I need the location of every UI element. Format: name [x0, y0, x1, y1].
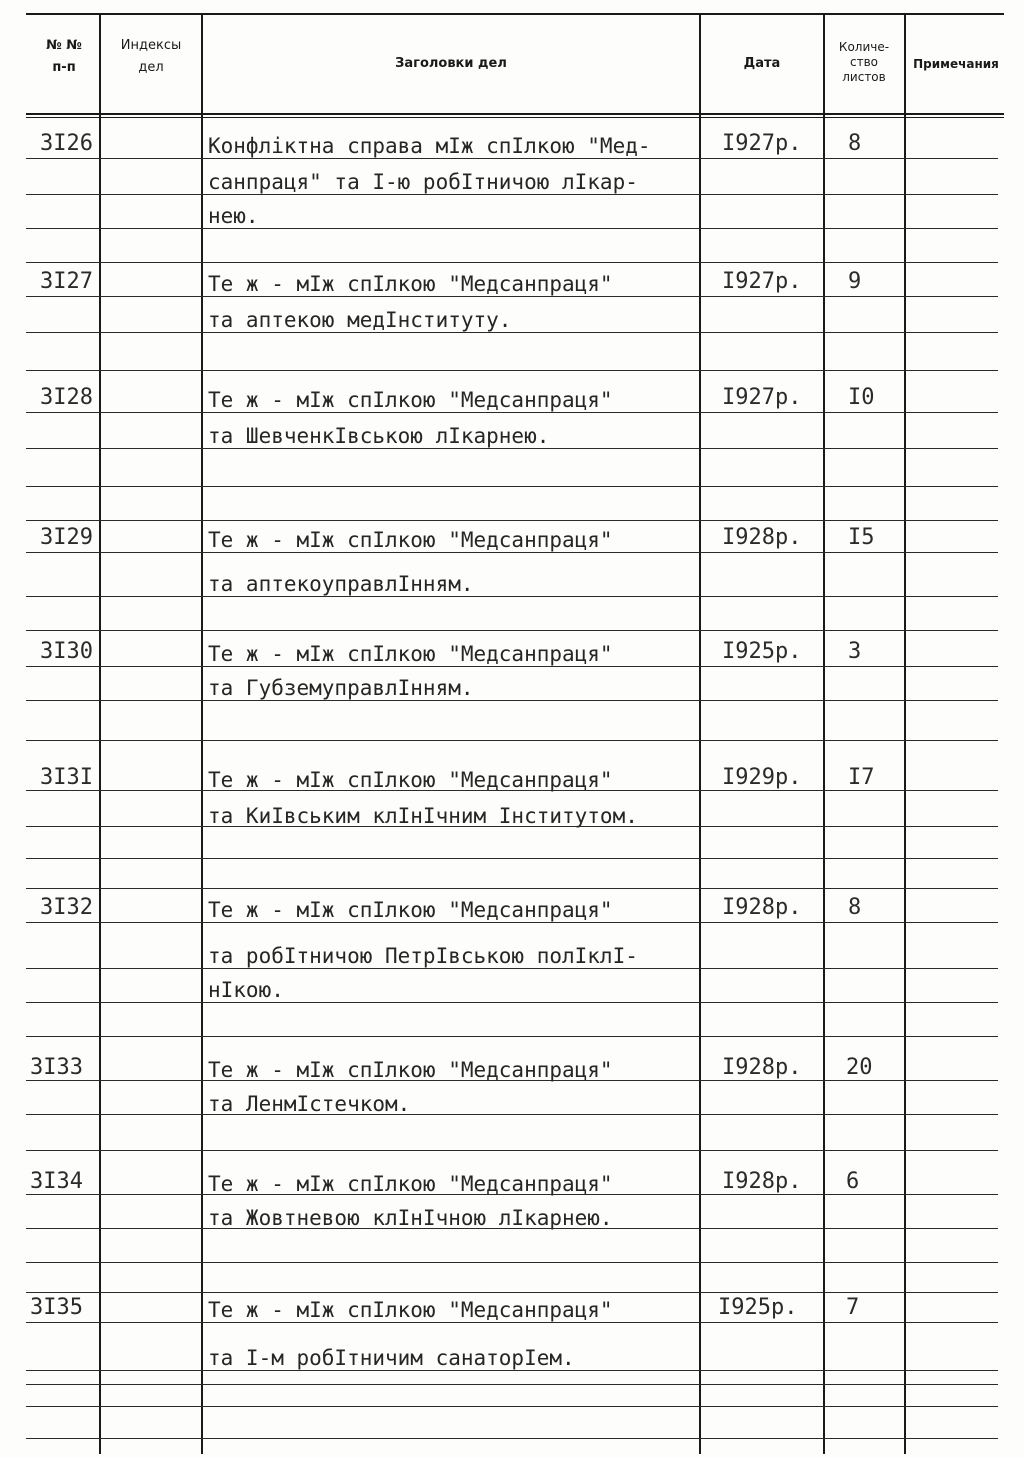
row-title-line: Те ж - мIж спIлкою "Медсанпраця"	[208, 272, 613, 296]
row-number: 3I34	[30, 1169, 83, 1194]
row-sheet-count: 7	[846, 1295, 860, 1320]
row-title-line: Конфлiктна справа мIж спIлкою "Мед-	[208, 134, 651, 158]
ruled-line	[26, 520, 998, 521]
ruled-line	[26, 922, 998, 923]
header-double-border	[26, 117, 1004, 118]
ruled-line	[26, 1384, 998, 1385]
row-sheet-count: 3	[848, 639, 862, 664]
row-title-line: Те ж - мIж спIлкою "Медсанпраця"	[208, 642, 613, 666]
header-notes: Примечания	[913, 57, 999, 71]
ruled-line	[26, 1114, 998, 1115]
row-sheet-count: 8	[848, 895, 862, 920]
ruled-line	[26, 1370, 998, 1371]
ruled-line	[26, 262, 998, 263]
ruled-line	[26, 630, 998, 631]
ruled-line	[26, 296, 998, 297]
ruled-line	[26, 1150, 998, 1151]
row-title-line: Те ж - мIж спIлкою "Медсанпраця"	[208, 1058, 613, 1082]
row-title-line: та Жовтневою клIнIчною лIкарнею.	[208, 1206, 613, 1230]
row-number: 3I30	[40, 639, 93, 664]
ruled-line	[26, 1002, 998, 1003]
row-title-line: Те ж - мIж спIлкою "Медсанпраця"	[208, 768, 613, 792]
row-number: 3I3I	[40, 765, 93, 790]
row-sheet-count: I5	[848, 525, 875, 550]
ruled-line	[26, 486, 998, 487]
row-date: I928р.	[722, 1055, 802, 1080]
row-date: I925р.	[722, 639, 802, 664]
row-title-line: та аптекою медIнституту.	[208, 308, 512, 332]
row-number: 3I29	[40, 525, 93, 550]
ruled-line	[26, 700, 998, 701]
column-divider-title	[699, 14, 701, 1454]
ruled-line	[26, 888, 998, 889]
ruled-line	[26, 448, 998, 449]
ruled-line	[26, 858, 998, 859]
ruled-line	[26, 1406, 998, 1407]
row-title-line: нIкою.	[208, 978, 284, 1002]
header-bottom-border	[26, 113, 1004, 115]
column-divider-count	[904, 14, 906, 1454]
row-title-line: та ГубземуправлIнням.	[208, 676, 474, 700]
ruled-line	[26, 968, 998, 969]
header-number-line1: № №	[46, 38, 82, 53]
ruled-line	[26, 552, 998, 553]
row-number: 3I26	[40, 131, 93, 156]
row-sheet-count: I0	[848, 385, 875, 410]
row-sheet-count: 8	[848, 131, 862, 156]
row-date: I927р.	[722, 385, 802, 410]
row-title-line: та ЛенмIстечком.	[208, 1092, 411, 1116]
ruled-line	[26, 158, 998, 159]
ruled-line	[26, 1438, 998, 1439]
row-title-line: нею.	[208, 204, 259, 228]
row-number: 3I32	[40, 895, 93, 920]
row-title-line: та I-м робIтничим санаторIем.	[208, 1346, 575, 1370]
row-date: I927р.	[722, 131, 802, 156]
ruled-line	[26, 1262, 998, 1263]
header-number	[30, 38, 98, 76]
row-date: I925р.	[718, 1295, 798, 1320]
ruled-line	[26, 596, 998, 597]
header-count-line3: листов	[842, 70, 886, 84]
row-date: I928р.	[722, 525, 802, 550]
header-index-line2: дел	[138, 60, 164, 75]
header-date: Дата	[743, 56, 781, 71]
row-title-line: Те ж - мIж спIлкою "Медсанпраця"	[208, 388, 613, 412]
row-number: 3I27	[40, 269, 93, 294]
column-divider-num	[99, 14, 101, 1454]
ruled-line	[26, 740, 998, 741]
row-sheet-count: 9	[848, 269, 862, 294]
row-title-line: та ШевченкIвською лIкарнею.	[208, 424, 550, 448]
header-count-line1: Количе-	[838, 40, 890, 54]
row-title-line: Те ж - мIж спIлкою "Медсанпраця"	[208, 898, 613, 922]
row-date: I927р.	[722, 269, 802, 294]
ruled-line	[26, 1036, 998, 1037]
row-date: I928р.	[722, 1169, 802, 1194]
row-title-line: та робIтничою ПетрIвською полIклI-	[208, 944, 638, 968]
row-sheet-count: 20	[846, 1055, 873, 1080]
row-sheet-count: 6	[846, 1169, 860, 1194]
ruled-line	[26, 370, 998, 371]
ruled-line	[26, 332, 998, 333]
row-title-line: та КиIвським клIнIчним Iнститутом.	[208, 804, 638, 828]
header-count-line2: ство	[849, 55, 878, 69]
header-index	[102, 38, 200, 76]
top-border	[26, 13, 1004, 15]
row-sheet-count: I7	[848, 765, 875, 790]
ruled-line	[26, 412, 998, 413]
ruled-line	[26, 666, 998, 667]
header-count	[826, 40, 902, 85]
row-title-line: Те ж - мIж спIлкою "Медсанпраця"	[208, 1298, 613, 1322]
row-date: I929р.	[722, 765, 802, 790]
ruled-line	[26, 1322, 998, 1323]
row-title-line: Те ж - мIж спIлкою "Медсанпраця"	[208, 1172, 613, 1196]
header-number-line2: п-п	[52, 60, 76, 75]
column-divider-index	[201, 14, 203, 1454]
row-title-line: санпраця" та I-ю робIтничою лIкар-	[208, 170, 638, 194]
row-number: 3I35	[30, 1295, 83, 1320]
row-title-line: та аптекоуправлIнням.	[208, 572, 474, 596]
row-date: I928р.	[722, 895, 802, 920]
column-divider-date	[823, 14, 825, 1454]
row-title-line: Те ж - мIж спIлкою "Медсанпраця"	[208, 528, 613, 552]
ruled-line	[26, 228, 998, 229]
ruled-line	[26, 194, 998, 195]
row-number: 3I33	[30, 1055, 83, 1080]
header-index-line1: Индексы	[120, 38, 182, 53]
ruled-line	[26, 1292, 998, 1293]
header-title: Заголовки дел	[395, 56, 507, 71]
row-number: 3I28	[40, 385, 93, 410]
